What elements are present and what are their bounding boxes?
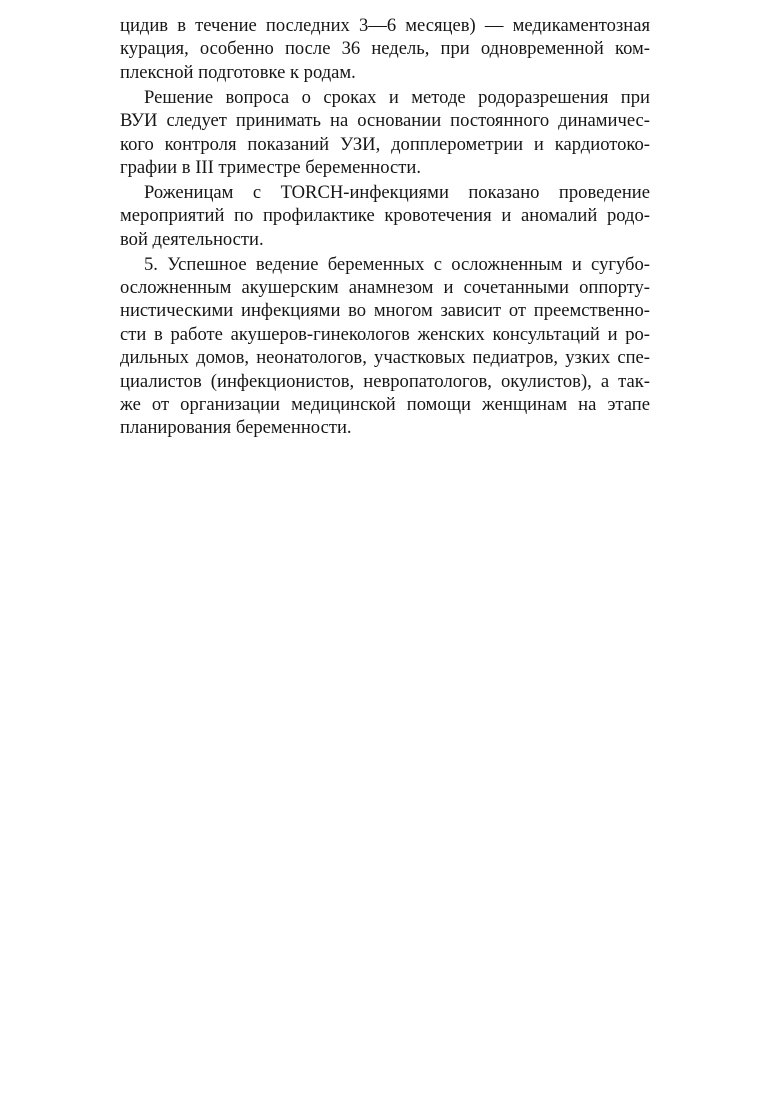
text-line: ВУИ следует принимать на основании постоянного динамичес- [120,110,650,132]
text-line: вой деятельности. [120,228,264,250]
text-line: планирования беременности. [120,417,352,439]
paragraph-continuation [120,14,650,84]
text-line: же от организации медицинской помощи женщинам на этапе [120,394,650,416]
paragraph-item-5 [120,253,650,440]
paragraph-delivery-timing [120,86,650,180]
text-line: осложненным акушерским анамнезом и сочетанными оппорту- [120,277,650,299]
text-line: Решение вопроса о сроках и методе родоразрешения при [144,86,650,108]
text-line: мероприятий по профилактике кровотечения и аномалий родо- [120,205,650,227]
text-line: 5. Успешное ведение беременных с осложненным и сугубо- [144,253,650,275]
text-line: графии в III триместре беременности. [120,156,421,178]
text-line: нистическими инфекциями во многом зависит от преемственно- [120,300,650,322]
body-text [120,14,650,440]
paragraph-torch-infections [120,181,650,251]
text-line: цидив в течение последних 3—6 месяцев) — медикаментозная [120,15,650,36]
text-line: Роженицам с TORCH-инфекциями показано проведение [144,181,650,203]
text-line: плексной подготовке к родам. [120,61,356,83]
text-line: сти в работе акушеров-гинекологов женских консультаций и ро- [120,323,650,345]
text-line: циалистов (инфекционистов, невропатологов, окулистов), а так- [120,370,650,392]
text-line: кого контроля показаний УЗИ, допплерометрии и кардиотоко- [120,133,650,155]
text-line: дильных домов, неонатологов, участковых педиатров, узких спе- [120,347,650,369]
text-line: курация, особенно после 36 недель, при одновременной ком- [120,38,650,60]
